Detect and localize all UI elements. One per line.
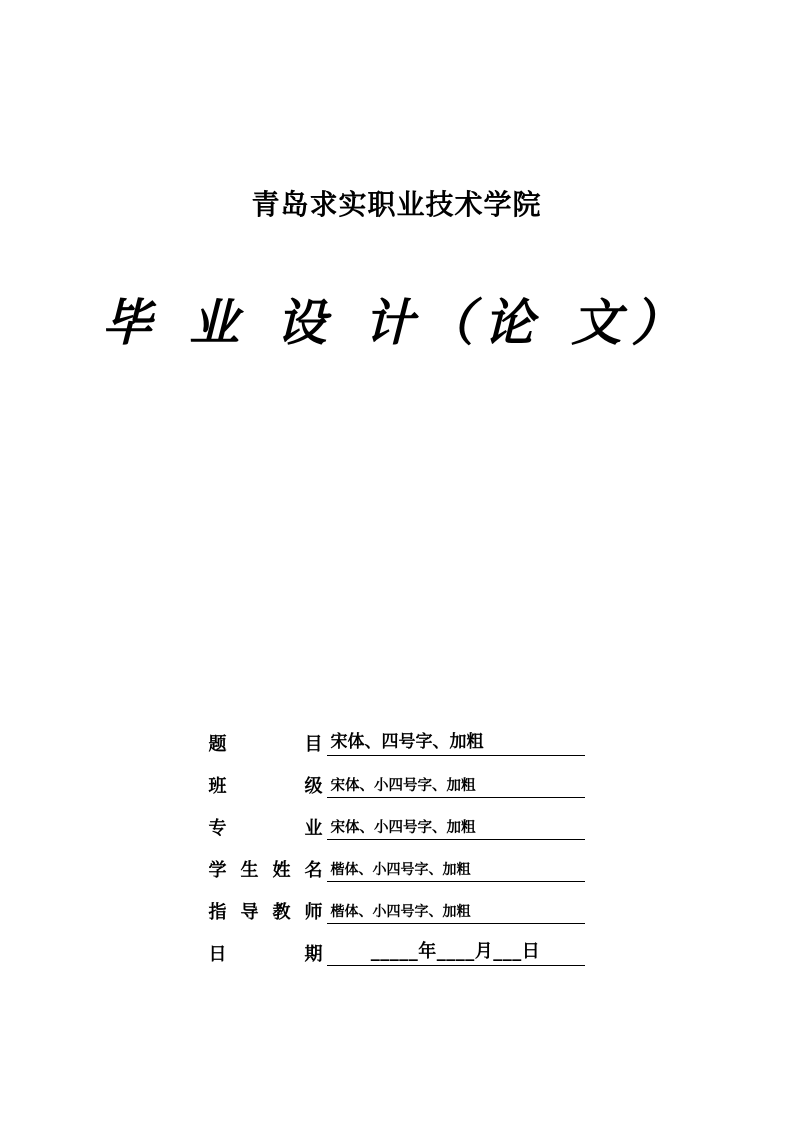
field-value-class[interactable]: 宋体、小四号字、加粗 [327, 777, 585, 798]
field-label-advisor: 指 导 教 师 [208, 902, 323, 923]
field-row-date [0, 932, 793, 966]
school-name: 青岛求实职业技术学院 [251, 188, 542, 221]
field-row-student-name [0, 848, 793, 882]
field-label-class: 班 级 [208, 776, 323, 797]
field-row-major [0, 806, 793, 840]
field-value-student-name[interactable]: 楷体、小四号字、加粗 [327, 862, 585, 883]
field-label-date: 日 期 [208, 944, 323, 965]
page-title: 毕 业 设 计（论 文） [101, 293, 692, 352]
cover-fields [0, 722, 793, 974]
field-value-subject[interactable]: 宋体、四号字、加粗 [327, 732, 585, 756]
field-value-major[interactable]: 宋体、小四号字、加粗 [327, 819, 585, 840]
field-row-subject [0, 722, 793, 756]
field-row-advisor [0, 890, 793, 924]
field-row-class [0, 764, 793, 798]
field-value-date[interactable]: _____年____月___日 [327, 941, 585, 967]
field-label-student-name: 学 生 姓 名 [208, 860, 323, 881]
field-label-subject: 题 目 [208, 734, 323, 755]
field-label-major: 专 业 [208, 818, 323, 839]
field-value-advisor[interactable]: 楷体、小四号字、加粗 [327, 904, 585, 925]
